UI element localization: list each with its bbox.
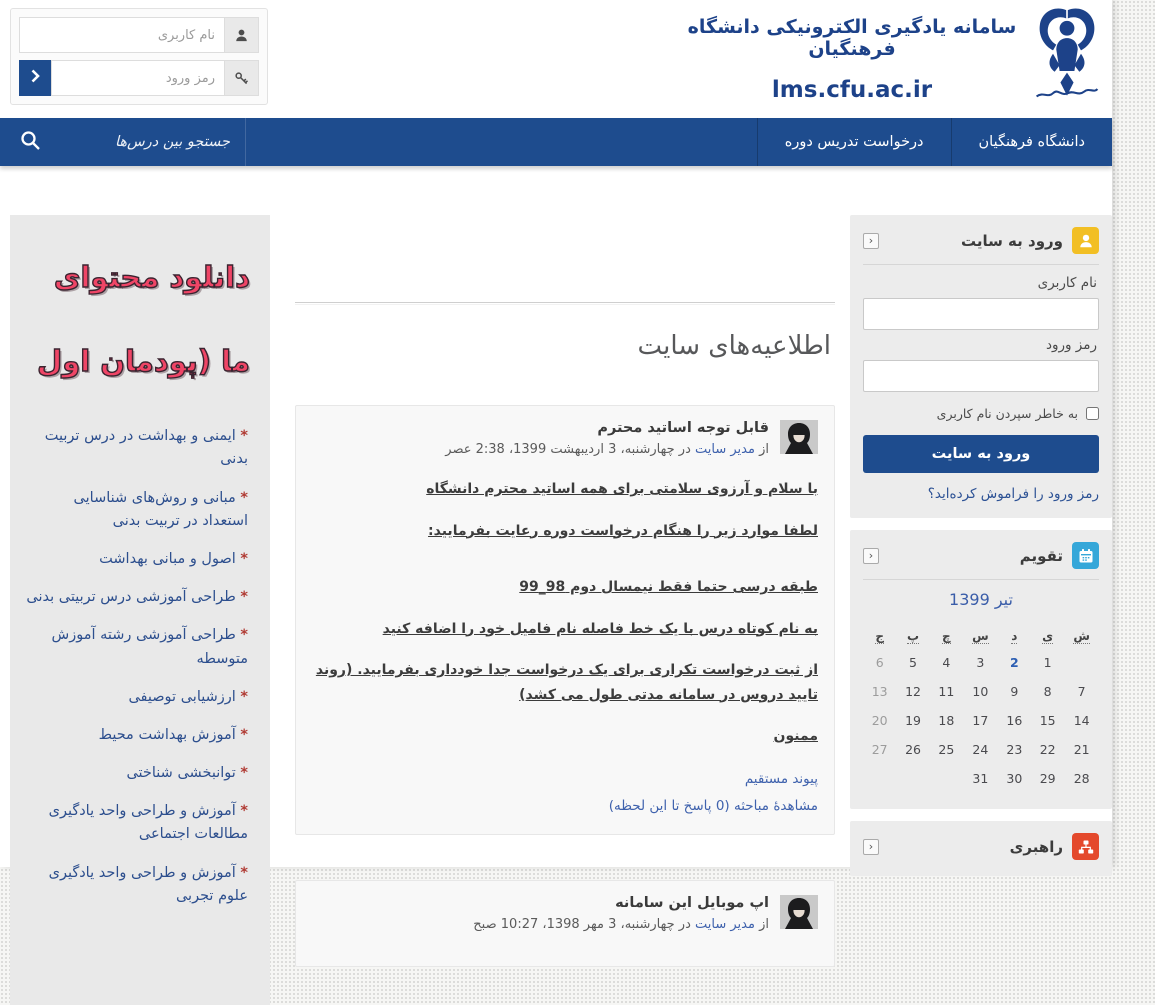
download-banner: دانلود محتوای ما (پودمان اول — [37, 260, 250, 379]
navbar-menu — [757, 118, 1112, 166]
weekday-label: د — [1011, 629, 1018, 643]
post-byline: از مدیر سایت در چهارشنبه، 3 اردیبهشت 1399، 2:38 عصر — [445, 442, 769, 457]
remember-label: به خاطر سپردن نام کاربری — [936, 406, 1078, 421]
login-button[interactable]: ورود به سایت — [863, 435, 1099, 473]
password-field[interactable] — [863, 360, 1099, 392]
calendar-day: 4 — [942, 655, 951, 670]
header-login-form — [10, 8, 268, 105]
calendar-day: 1 — [1043, 655, 1052, 670]
course-link-item — [26, 624, 248, 670]
post-title: قابل توجه اساتید محترم — [597, 420, 769, 436]
sitemap-icon — [1072, 833, 1099, 860]
calendar-day: 8 — [1043, 684, 1052, 699]
bullet: * — [240, 489, 248, 506]
remember-checkbox[interactable] — [1086, 407, 1099, 420]
header-username-input[interactable] — [19, 17, 225, 53]
calendar-day: 9 — [1010, 684, 1019, 699]
navbar-item[interactable]: درخواست تدریس دوره — [757, 118, 951, 166]
main-navbar — [0, 118, 1112, 166]
calendar-icon — [1072, 542, 1099, 569]
course-link-item — [26, 762, 248, 785]
calendar-day: 28 — [1073, 771, 1090, 786]
calendar-table — [863, 621, 1099, 793]
calendar-day — [930, 764, 963, 793]
calendar-day: 31 — [972, 771, 989, 786]
calendar-day: 21 — [1073, 742, 1090, 757]
bullet: * — [240, 589, 248, 606]
calendar-day: 13 — [871, 684, 888, 699]
course-link-item — [26, 425, 248, 471]
navbar-item[interactable]: دانشگاه فرهنگیان — [951, 118, 1113, 166]
post-paragraph: از ثبت درخواست تکراری برای یک درخواست جدا خودداری بفرمایید. (روند تایید دروس در سامانه مدتی طول می کشد) — [315, 662, 818, 703]
calendar-day: 23 — [1006, 742, 1023, 757]
calendar-day: 5 — [909, 655, 917, 670]
calendar-day[interactable]: 2 — [1009, 655, 1019, 670]
course-link-item — [26, 586, 248, 609]
calendar-day — [1064, 648, 1099, 677]
header-login-submit-button[interactable] — [19, 60, 51, 96]
calendar-block — [850, 530, 1112, 809]
calendar-day: 17 — [972, 713, 989, 728]
search-icon — [19, 129, 41, 155]
posts — [295, 405, 835, 967]
avatar[interactable] — [780, 420, 818, 454]
course-link[interactable]: طراحی آموزشی درس تربیتی بدنی — [26, 589, 236, 606]
site-title: سامانه یادگیری الکترونیکی دانشگاه فرهنگیان — [687, 16, 1017, 60]
course-link-item — [26, 487, 248, 533]
weekday-label: پ — [907, 629, 920, 643]
course-search — [0, 118, 246, 166]
content-area — [0, 166, 1112, 1005]
course-link-item — [26, 724, 248, 747]
calendar-day: 26 — [905, 742, 921, 757]
dock-block-icon[interactable] — [863, 548, 879, 564]
calendar-day: 11 — [938, 684, 955, 699]
login-user-icon — [1072, 227, 1099, 254]
post-byline: از مدیر سایت در چهارشنبه، 3 مهر 1398، 10:27 صبح — [473, 916, 769, 932]
weekday-label: س — [972, 629, 989, 643]
key-icon — [225, 60, 259, 96]
weekday-label: ج — [875, 629, 885, 643]
course-link[interactable]: اصول و مبانی بهداشت — [99, 550, 236, 567]
site-url: lms.cfu.ac.ir — [771, 77, 933, 103]
author-link[interactable]: مدیر سایت — [695, 442, 755, 457]
calendar-day — [863, 764, 896, 793]
calendar-day — [896, 764, 929, 793]
calendar-day: 6 — [875, 655, 884, 670]
course-link[interactable]: توانبخشی شناختی — [126, 765, 236, 782]
calendar-day: 18 — [938, 713, 955, 728]
calendar-block-title: تقویم — [1019, 546, 1063, 565]
divider — [295, 302, 835, 305]
calendar-day: 25 — [938, 742, 955, 757]
calendar-month-label: تیر 1399 — [949, 590, 1013, 609]
username-field[interactable] — [863, 298, 1099, 330]
course-link[interactable]: ایمنی و بهداشت در درس تربیت بدنی — [44, 428, 248, 468]
site-header — [0, 0, 1112, 118]
calendar-day: 3 — [976, 655, 985, 670]
calendar-day: 22 — [1039, 742, 1056, 757]
user-icon — [225, 17, 259, 53]
post-paragraph: طبقه درسی حتما فقط نیمسال دوم 98_99 — [519, 579, 818, 595]
course-link-item — [26, 800, 248, 846]
page-title: اطلاعیه‌های سایت — [637, 331, 831, 361]
calendar-day: 20 — [871, 713, 888, 728]
weekday-label: ی — [1042, 629, 1054, 643]
calendar-day: 29 — [1039, 771, 1056, 786]
course-link[interactable]: آموزش و طراحی واحد یادگیری علوم تجربی — [48, 864, 248, 904]
calendar-weekdays — [863, 621, 1099, 648]
username-label: نام کاربری — [1037, 275, 1097, 291]
bullet: * — [240, 726, 248, 743]
dock-block-icon[interactable] — [863, 233, 879, 249]
calendar-day: 7 — [1077, 684, 1086, 699]
chevron-right-icon — [30, 69, 40, 87]
announcement-post — [295, 880, 835, 967]
navigation-block-title: راهبری — [1009, 837, 1063, 856]
calendar-day: 10 — [972, 684, 989, 699]
bullet: * — [240, 864, 248, 881]
login-block — [850, 215, 1112, 518]
weekday-label: چ — [942, 629, 951, 643]
login-block-title: ورود به سایت — [960, 231, 1063, 250]
author-link[interactable]: مدیر سایت — [695, 916, 755, 932]
post-paragraph: ممنون — [773, 728, 818, 744]
post-paragraph: با سلام و آرزوی سلامتی برای همه اساتید محترم دانشگاه — [426, 481, 818, 497]
calendar-day: 12 — [905, 684, 921, 699]
main-column — [295, 215, 835, 967]
search-input[interactable] — [62, 134, 230, 150]
course-link[interactable]: آموزش بهداشت محیط — [98, 726, 236, 743]
search-button[interactable] — [15, 125, 45, 159]
forgot-password-link[interactable]: رمز ورود را فراموش کرده‌اید؟ — [927, 486, 1099, 502]
post-title: اپ موبایل این سامانه — [615, 894, 769, 911]
left-sidebar — [10, 215, 270, 1005]
weekday-label: ش — [1073, 629, 1090, 643]
site-titles — [684, 16, 1020, 103]
bullet: * — [240, 550, 248, 567]
bullet: * — [240, 627, 248, 644]
calendar-day: 16 — [1006, 713, 1023, 728]
course-link-item — [26, 686, 248, 709]
right-sidebar — [850, 215, 1112, 888]
calendar-day: 15 — [1039, 713, 1056, 728]
password-label: رمز ورود — [1045, 337, 1097, 353]
course-link-item — [26, 548, 248, 571]
calendar-day: 27 — [871, 742, 888, 757]
post-footer-link[interactable]: مشاهدهٔ مباحثه (0 پاسخ تا این لحظه) — [608, 797, 818, 814]
post-paragraph: لطفا موارد زیر را هنگام درخواست دوره رعایت بفرمایید: — [428, 522, 818, 539]
bullet: * — [240, 428, 248, 445]
course-link[interactable]: آموزش و طراحی واحد یادگیری مطالعات اجتماعی — [48, 803, 248, 843]
course-link[interactable]: ارزشیابی توصیفی — [128, 688, 236, 705]
navigation-block — [850, 821, 1112, 876]
course-link[interactable]: طراحی آموزشی رشته آموزش متوسطه — [51, 627, 248, 667]
bullet: * — [240, 688, 248, 705]
course-links — [22, 425, 258, 908]
calendar-grid — [863, 648, 1099, 793]
calendar-day: 30 — [1006, 771, 1023, 786]
post-footer — [312, 766, 818, 820]
calendar-day: 19 — [905, 713, 921, 728]
announcement-post — [295, 405, 835, 835]
post-body — [312, 477, 818, 749]
university-logo[interactable] — [1030, 4, 1104, 114]
bullet: * — [240, 765, 248, 782]
post-paragraph: به نام کوتاه درس با یک خط فاصله نام فامیل خود را اضافه کنید — [382, 620, 818, 637]
header-password-input[interactable] — [51, 60, 225, 96]
post-footer-link[interactable]: پیوند مستقیم — [744, 770, 818, 787]
course-link-item — [26, 862, 248, 908]
calendar-day: 24 — [972, 742, 989, 757]
course-link[interactable]: مبانی و روش‌های شناسایی استعداد در تربیت بدنی — [73, 489, 248, 529]
bullet: * — [240, 803, 248, 820]
avatar[interactable] — [780, 895, 818, 929]
dock-block-icon[interactable] — [863, 839, 879, 855]
calendar-day: 14 — [1073, 713, 1090, 728]
